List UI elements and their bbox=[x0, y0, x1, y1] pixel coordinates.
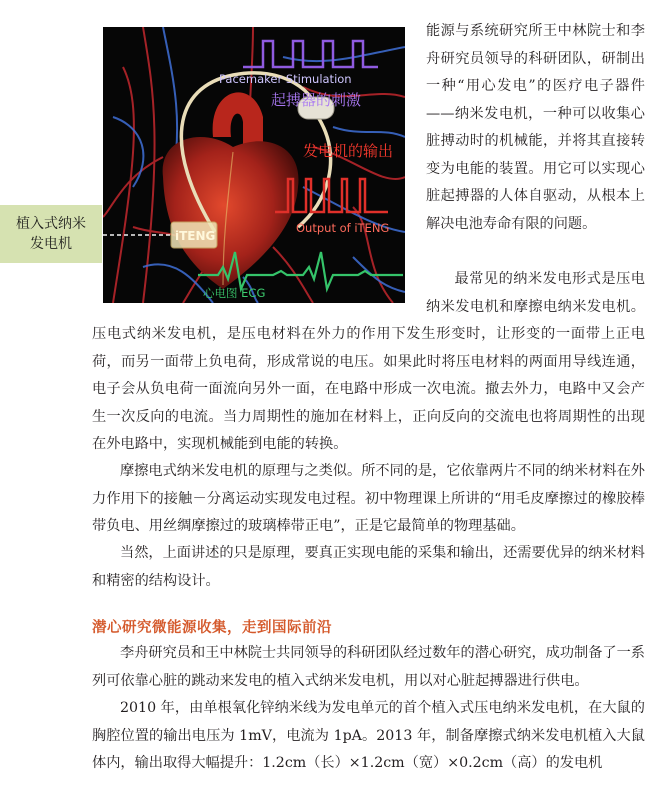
paragraph-2010-results: 2010 年，由单根氧化锌纳米线为发电单元的首个植入式压电纳米发电机，在大鼠的胸腔位置的输出电压为 1mV，电流为 1pA。2013 年，制备摩擦式纳米发电机植入大鼠体内，输出取得大幅提升：1.2cm（长）×1.2cm（宽）×0.2cm（高）的发电机 bbox=[92, 700, 645, 771]
heart-graphic bbox=[103, 27, 405, 303]
ecg-label: 心电图 ECG bbox=[203, 286, 266, 300]
pacemaker-stimulation-label-cn: 起搏器的刺激 bbox=[271, 91, 362, 109]
callout-line-2: 发电机 bbox=[30, 236, 72, 252]
generator-output-label-cn: 发电机的输出 bbox=[303, 142, 394, 160]
iteng-device-label: iTENG bbox=[175, 229, 216, 243]
paragraph-nanogenerator-types: 最常见的纳米发电形式是压电纳米发电机和摩擦电纳米发电机。压电式纳米发电机，是压电材料在外力的作用下发生形变时，让形变的一面带上正电荷，而另一面带上负电荷，形成常说的电压。如果此时将压电材料的两面用导线连通，电子会从负电荷一面流向另外一面，在电路中形成一次电流。撤去外力，电路中又会产生一次反向的电流。当力周期性的施加在材料上，正向反向的交流电也将周期性的出现在外电路中，实现机械能到电能的转换。 bbox=[92, 266, 645, 459]
pacemaker-stimulation-label-en: Pacemaker Stimulation bbox=[219, 72, 352, 86]
pacemaker-pulse-signal bbox=[243, 41, 378, 67]
figure-wrap-spacer bbox=[92, 266, 426, 321]
paragraph-iteng-intro: 能源与系统研究所王中林院士和李舟研究员领导的科研团队，研制出一种“用心发电”的医疗电子器件——纳米发电机，一种可以收集心脏搏动时的机械能，并将其直接转变为电能的装置。用它可以实现心脏起搏器的人体自驱动，从根本上解决电池寿命有限的问题。 bbox=[426, 23, 645, 232]
iteng-output-label-en: Output of iTENG bbox=[296, 221, 390, 235]
implanted-nanogenerator-callout bbox=[0, 205, 102, 263]
paragraph-research-team: 李舟研究员和王中林院士共同领导的科研团队经过数年的潜心研究，成功制备了一系列可依靠心脏的跳动来发电的植入式纳米发电机，用以对心脏起搏器进行供电。 bbox=[92, 645, 645, 689]
heart-illustration bbox=[103, 27, 405, 303]
callout-line-1: 植入式纳米 bbox=[16, 216, 86, 232]
paragraph-triboelectric: 摩擦电式纳米发电机的原理与之类似。所不同的是，它依靠两片不同的纳米材料在外力作用下的接触－分离运动实现发电过程。初中物理课上所讲的“用毛皮摩擦过的橡胶棒带负电、用丝绸摩擦过的玻璃棒带正电”，正是它最简单的物理基础。 bbox=[92, 463, 645, 534]
section-heading: 潜心研究微能源收集，走到国际前沿 bbox=[92, 620, 332, 636]
iteng-output-signal bbox=[275, 179, 388, 212]
paragraph-conclusion: 当然，上面讲述的只是原理，要真正实现电能的采集和输出，还需要优异的纳米材料和精密的结构设计。 bbox=[92, 545, 645, 589]
